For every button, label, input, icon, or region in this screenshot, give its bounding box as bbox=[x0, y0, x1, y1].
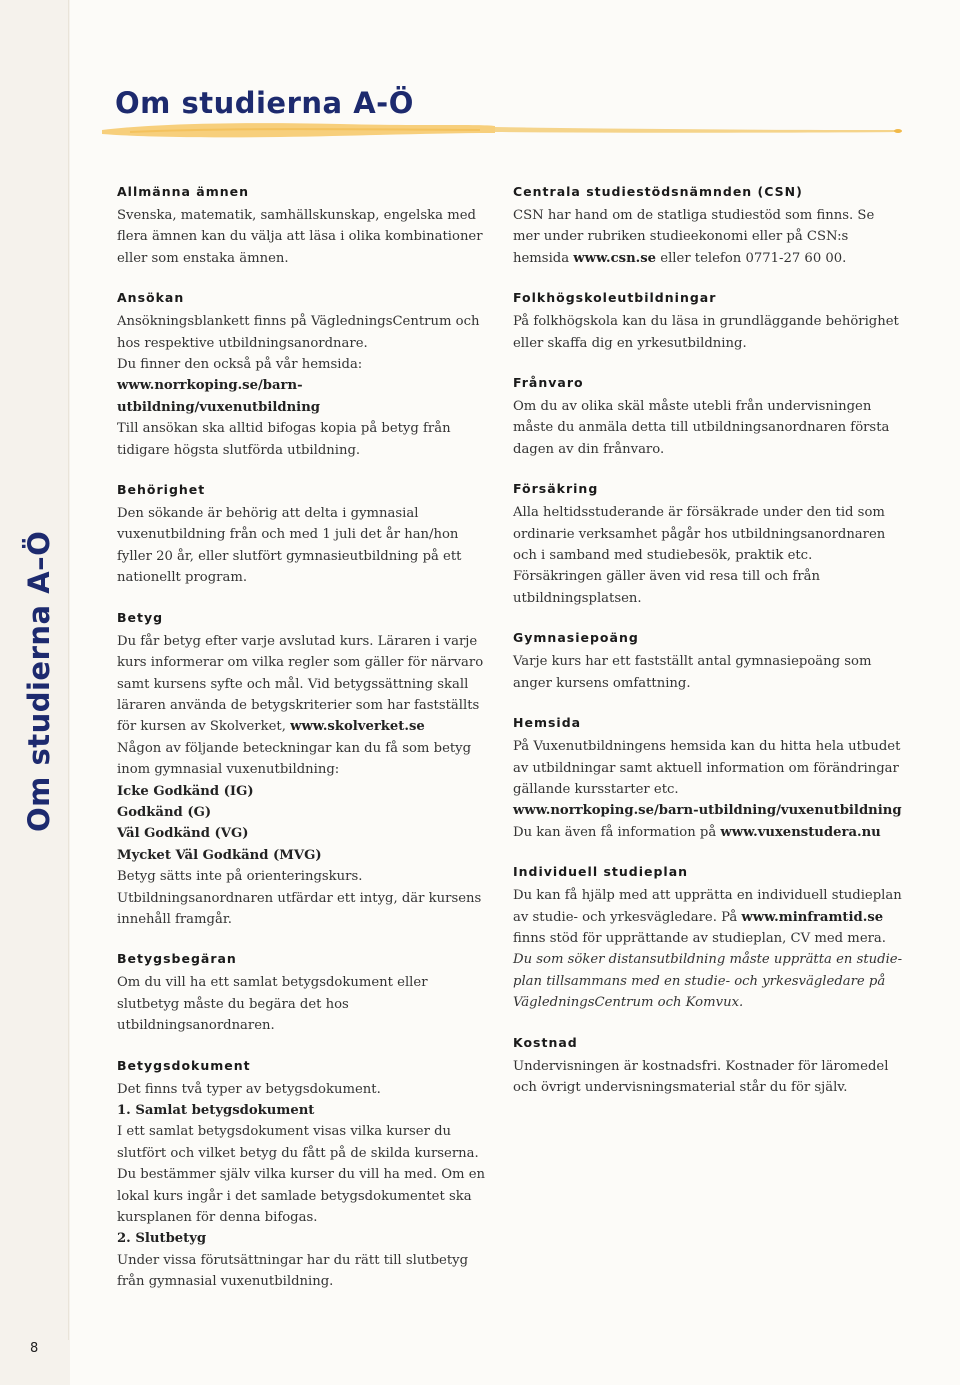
vuxenstudera-url: www.vuxenstudera.nu bbox=[720, 824, 881, 840]
grade-item: Godkänd (G) bbox=[117, 804, 212, 820]
betygsdokument-subheading: 1. Samlat betygsdokument bbox=[117, 1103, 315, 1118]
betyg-text-3: Betyg sätts inte på orienteringskurs. Utbildningsanordnaren utfärdar ett intyg, där kursens innehåll framgår. bbox=[117, 869, 482, 927]
ansokan-url: www.norrkoping.se/barn-utbildning/vuxenutbildning bbox=[117, 378, 321, 415]
section-text bbox=[513, 205, 903, 269]
studieplan-text-2: finns stöd för upprättande av studieplan, CV med mera. bbox=[513, 930, 886, 946]
section-studieplan bbox=[513, 864, 903, 1013]
section-text: Undervisningen är kostnadsfri. Kostnader för läromedel och övrigt undervisningsmaterial står du för själv. bbox=[513, 1058, 889, 1095]
section-behorighet bbox=[117, 482, 492, 589]
hemsida-text-2: Du kan även få information på bbox=[513, 824, 721, 840]
section-heading: Betygsbegäran bbox=[117, 951, 237, 967]
section-text bbox=[117, 311, 492, 461]
section-csn bbox=[513, 184, 903, 269]
betygsdokument-subheading: 2. Slutbetyg bbox=[117, 1231, 207, 1247]
section-ansokan bbox=[117, 290, 492, 461]
section-kostnad bbox=[513, 1035, 903, 1099]
section-betygsbegaran bbox=[117, 951, 492, 1036]
section-text bbox=[513, 736, 903, 843]
betygsdokument-text-2: I ett samlat betygsdokument visas vilka kurser du slutfört och vilket betyg du fått på de skilda kurserna. Du bestämmer själv vilka kurser du vill ha med. Om en lokal kurs ingår i det samlade betygsdokumentet ska kursplanen för denna bifogas. bbox=[117, 1124, 486, 1226]
page-number: 8 bbox=[30, 1341, 39, 1356]
grade-item: Mycket Väl Godkänd (MVG) bbox=[117, 847, 322, 863]
section-heading: Betygsdokument bbox=[117, 1057, 251, 1073]
ansokan-line-3: Till ansökan ska alltid bifogas kopia på betyg från tidigare högsta slutförda utbildning. bbox=[117, 421, 451, 458]
section-heading: Hemsida bbox=[513, 715, 582, 731]
section-hemsida bbox=[513, 715, 903, 843]
betygsdokument-text-3: Under vissa förutsättningar har du rätt till slutbetyg från gymnasial vuxenutbildning. bbox=[117, 1252, 469, 1290]
section-text bbox=[117, 1079, 492, 1293]
studieplan-note: Du som söker distansutbildning måste upprätta en studieplan tillsammans med en studie- och yrkesvägledare på VägledningsCentrum och Komvux. bbox=[513, 952, 903, 1011]
grade-item: Icke Godkänd (IG) bbox=[117, 783, 254, 799]
section-heading: Gymnasiepoäng bbox=[513, 630, 639, 646]
section-heading: Centrala studiestödsnämnden (CSN) bbox=[513, 184, 803, 199]
section-heading: Behörighet bbox=[117, 482, 206, 498]
section-text: Den sökande är behörig att delta i gymnasial vuxenutbildning från och med 1 juli det år han/hon fyller 20 år, eller slutfört gymnasieutbildning på ett nationellt program. bbox=[117, 506, 462, 586]
section-text: Svenska, matematik, samhällskunskap, engelska med flera ämnen kan du välja att läsa i olika kombinationer eller som enstaka ämnen. bbox=[117, 208, 483, 266]
grade-item: Väl Godkänd (VG) bbox=[117, 826, 249, 842]
betygsdokument-text-1: Det finns två typer av betygsdokument. bbox=[117, 1081, 381, 1097]
studieplan-text-1: Du kan få hjälp med att upprätta en individuell studieplan av studie- och yrkesvägledare. På bbox=[513, 888, 902, 925]
section-heading: Individuell studieplan bbox=[513, 864, 689, 880]
minframtid-url: www.minframtid.se bbox=[741, 909, 884, 925]
section-folkhogskola bbox=[513, 290, 903, 354]
section-heading: Folkhögskoleutbildningar bbox=[513, 290, 717, 306]
section-gymnasiepoang bbox=[513, 630, 903, 694]
hemsida-url: www.norrkoping.se/barn-utbildning/vuxenutbildning bbox=[513, 803, 902, 819]
side-title: Om studierna A–Ö bbox=[22, 530, 56, 832]
section-text bbox=[117, 631, 492, 931]
section-heading: Försäkring bbox=[513, 481, 599, 497]
section-text: Varje kurs har ett fastställt antal gymnasiepoäng som anger kursens omfattning. bbox=[513, 654, 872, 691]
section-heading: Allmänna ämnen bbox=[117, 184, 250, 199]
section-betyg bbox=[117, 610, 492, 931]
page-title: Om studierna A-Ö bbox=[115, 86, 414, 120]
section-text: Alla heltidsstuderande är försäkrade under den tid som ordinarie verksamhet pågår hos utbildningsanordnaren och i samband med studiebesök, praktik etc. Försäkringen gäller även vid resa till och från utbildningsplatsen. bbox=[513, 505, 886, 606]
betyg-text-2: Någon av följande beteckningar kan du få som betyg inom gymnasial vuxenutbildning: bbox=[117, 740, 472, 778]
section-heading: Kostnad bbox=[513, 1034, 578, 1050]
ansokan-line-2: Du finner den också på vår hemsida: bbox=[117, 357, 363, 373]
betyg-text-1: Du får betyg efter varje avslutad kurs. Läraren i varje kurs informerar om vilka regler som gäller för närvaro samt kursens syfte och mål. Vid betygssättning skall läraren använda de betygskriterier som har fastställts för kursen av Skolverket, bbox=[117, 633, 484, 735]
betyg-url: www.skolverket.se bbox=[290, 719, 425, 735]
section-betygsdokument bbox=[117, 1058, 492, 1293]
highlighter-stroke bbox=[100, 118, 910, 142]
hemsida-text-1: På Vuxenutbildningens hemsida kan du hitta hela utbudet av utbildningar samt aktuell information om förändringar gällande kursstarter etc. bbox=[513, 739, 901, 797]
margin-divider bbox=[68, 0, 69, 1340]
right-column bbox=[513, 184, 903, 1119]
csn-text-2: eller telefon 0771-27 60 00. bbox=[656, 250, 847, 266]
section-text: På folkhögskola kan du läsa in grundläggande behörighet eller skaffa dig en yrkesutbildning. bbox=[513, 314, 899, 351]
section-heading: Frånvaro bbox=[513, 375, 584, 391]
csn-text-1: CSN har hand om de statliga studiestöd som finns. Se mer under rubriken studieekonomi eller på CSN:s hemsida bbox=[513, 208, 875, 266]
section-text: Om du av olika skäl måste utebli från undervisningen måste du anmäla detta till utbildningsanordnaren första dagen av din frånvaro. bbox=[513, 399, 890, 457]
section-heading: Betyg bbox=[117, 609, 164, 625]
section-text: Om du vill ha ett samlat betygsdokument eller slutbetyg måste du begära det hos utbildningsanordnaren. bbox=[117, 975, 428, 1034]
section-allmanna-amnen bbox=[117, 184, 492, 269]
section-forsakring bbox=[513, 481, 903, 609]
left-column bbox=[117, 184, 492, 1314]
ansokan-line-1: Ansökningsblankett finns på VägledningsCentrum och hos respektive utbildningsanordnare. bbox=[117, 314, 480, 351]
section-franvaro bbox=[513, 375, 903, 460]
section-text bbox=[513, 885, 903, 1013]
section-heading: Ansökan bbox=[117, 290, 185, 306]
csn-url: www.csn.se bbox=[573, 250, 657, 266]
